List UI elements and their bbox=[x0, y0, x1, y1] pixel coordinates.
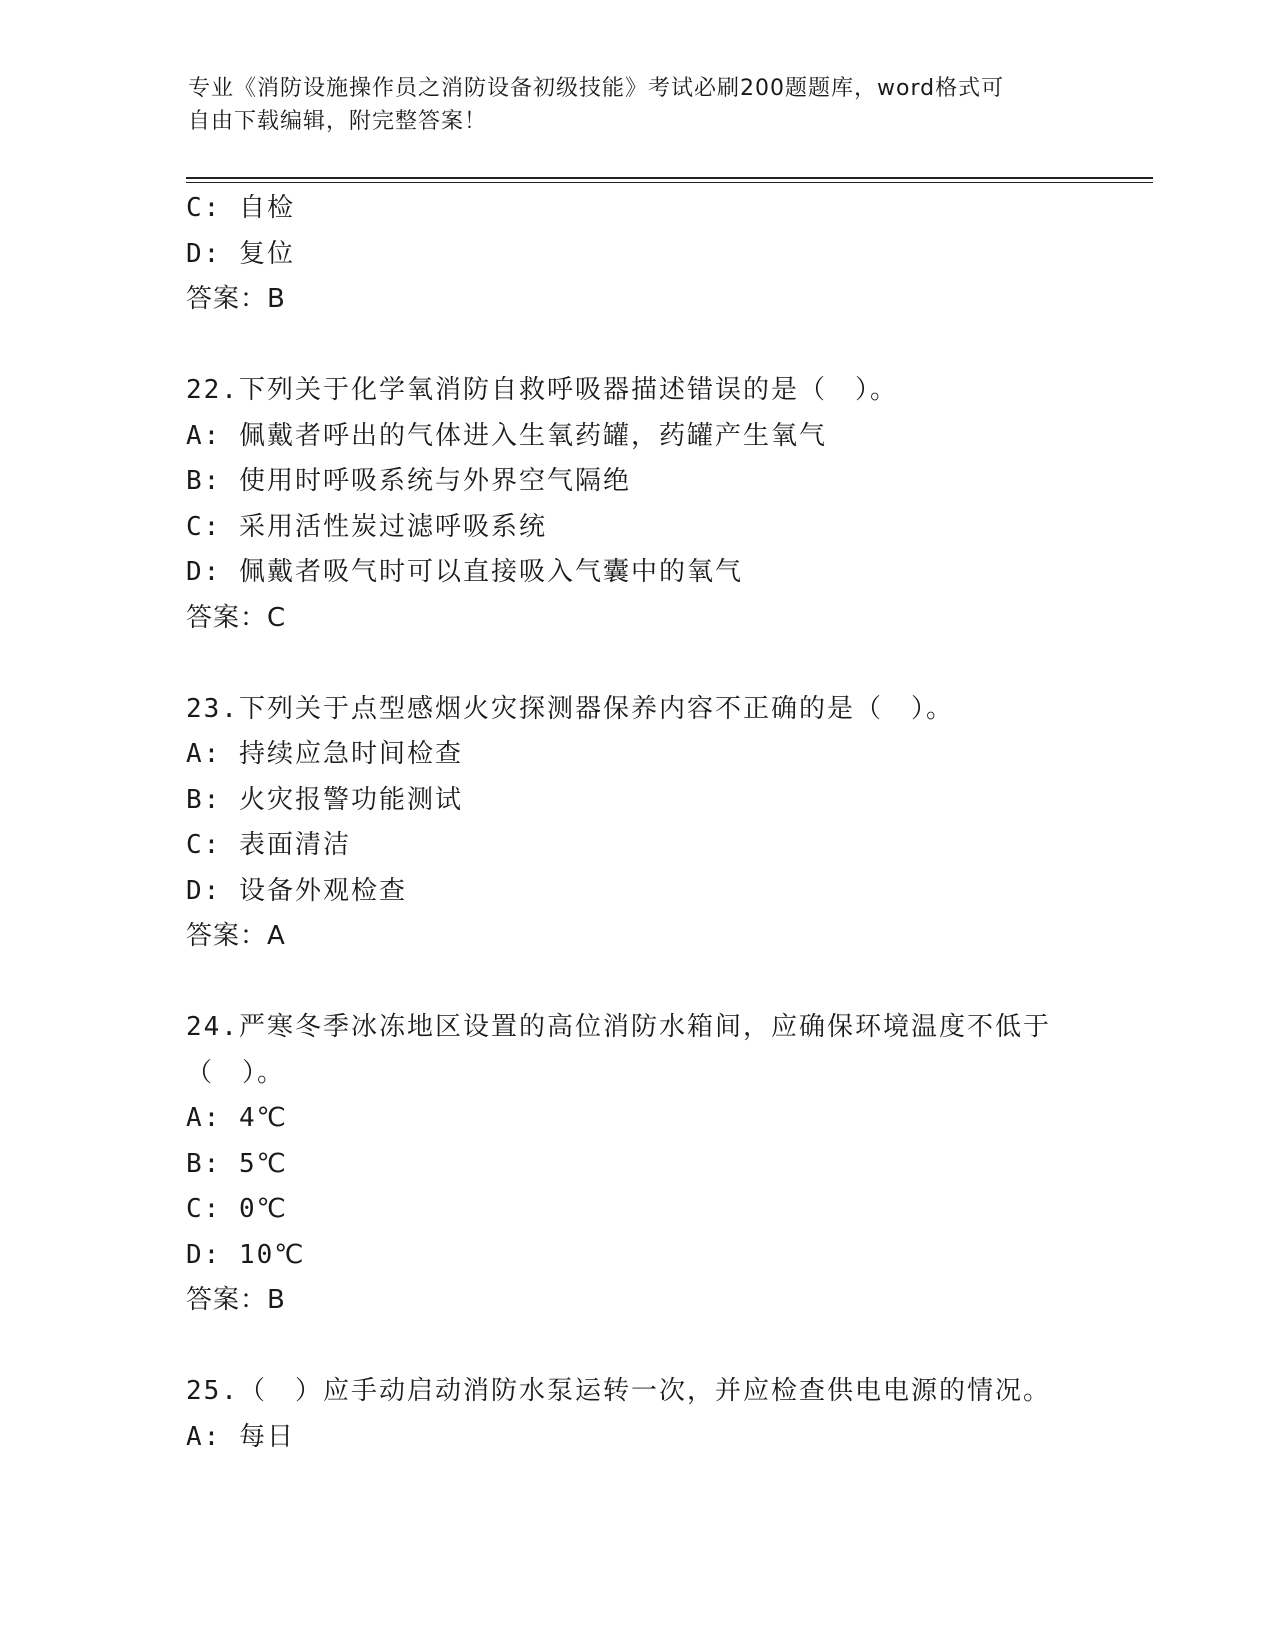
option-c: C: 采用活性炭过滤呼吸系统 bbox=[186, 511, 547, 542]
answer-line: 答案：C bbox=[186, 602, 287, 633]
question-text: 25.（ ）应手动启动消防水泵运转一次，并应检查供电电源的情况。 bbox=[186, 1376, 1051, 1406]
header-title-line-2: 自由下载编辑，附完整答案！ bbox=[188, 109, 488, 134]
answer-line: 答案：B bbox=[186, 1285, 286, 1315]
header-divider-thick bbox=[186, 177, 1153, 179]
question-21-tail bbox=[186, 186, 1086, 323]
option-c: C: 自检 bbox=[186, 193, 295, 223]
question-text: 24.严寒冬季冰冻地区设置的高位消防水箱间，应确保环境温度不低于 bbox=[186, 1012, 1051, 1042]
spacer bbox=[186, 1324, 1086, 1370]
option-d: D: 复位 bbox=[186, 238, 295, 269]
option-d: D: 10℃ bbox=[186, 1239, 306, 1270]
option-a: A: 持续应急时间检查 bbox=[186, 739, 463, 769]
question-23 bbox=[186, 687, 1086, 960]
spacer bbox=[186, 641, 1086, 687]
question-text: 23.下列关于点型感烟火灾探测器保养内容不正确的是（ ）。 bbox=[186, 693, 954, 724]
option-b: B: 5℃ bbox=[186, 1148, 288, 1179]
option-a: A: 4℃ bbox=[186, 1103, 288, 1133]
spacer bbox=[186, 323, 1086, 369]
option-b: B: 使用时呼吸系统与外界空气隔绝 bbox=[186, 466, 631, 496]
question-24 bbox=[186, 1005, 1086, 1324]
answer-line: 答案：B bbox=[186, 284, 286, 314]
option-c: C: 表面清洁 bbox=[186, 830, 351, 860]
question-22 bbox=[186, 368, 1086, 641]
option-c: C: 0℃ bbox=[186, 1194, 288, 1224]
option-b: B: 火灾报警功能测试 bbox=[186, 784, 463, 815]
spacer bbox=[186, 960, 1086, 1006]
question-text-continued: （ ）。 bbox=[186, 1057, 286, 1088]
document-header bbox=[188, 72, 1068, 138]
answer-line: 答案：A bbox=[186, 921, 286, 951]
question-list bbox=[186, 186, 1086, 1460]
option-d: D: 佩戴者吸气时可以直接吸入气囊中的氧气 bbox=[186, 557, 743, 587]
option-a: A: 每日 bbox=[186, 1421, 295, 1452]
question-25 bbox=[186, 1369, 1086, 1460]
question-text: 22.下列关于化学氧消防自救呼吸器描述错误的是（ ）。 bbox=[186, 375, 898, 405]
header-title-line-1: 专业《消防设施操作员之消防设备初级技能》考试必刷200题题库，word格式可 bbox=[188, 76, 1005, 101]
option-d: D: 设备外观检查 bbox=[186, 875, 407, 906]
option-a: A: 佩戴者呼出的气体进入生氧药罐，药罐产生氧气 bbox=[186, 420, 827, 451]
header-divider-thin bbox=[186, 182, 1153, 183]
